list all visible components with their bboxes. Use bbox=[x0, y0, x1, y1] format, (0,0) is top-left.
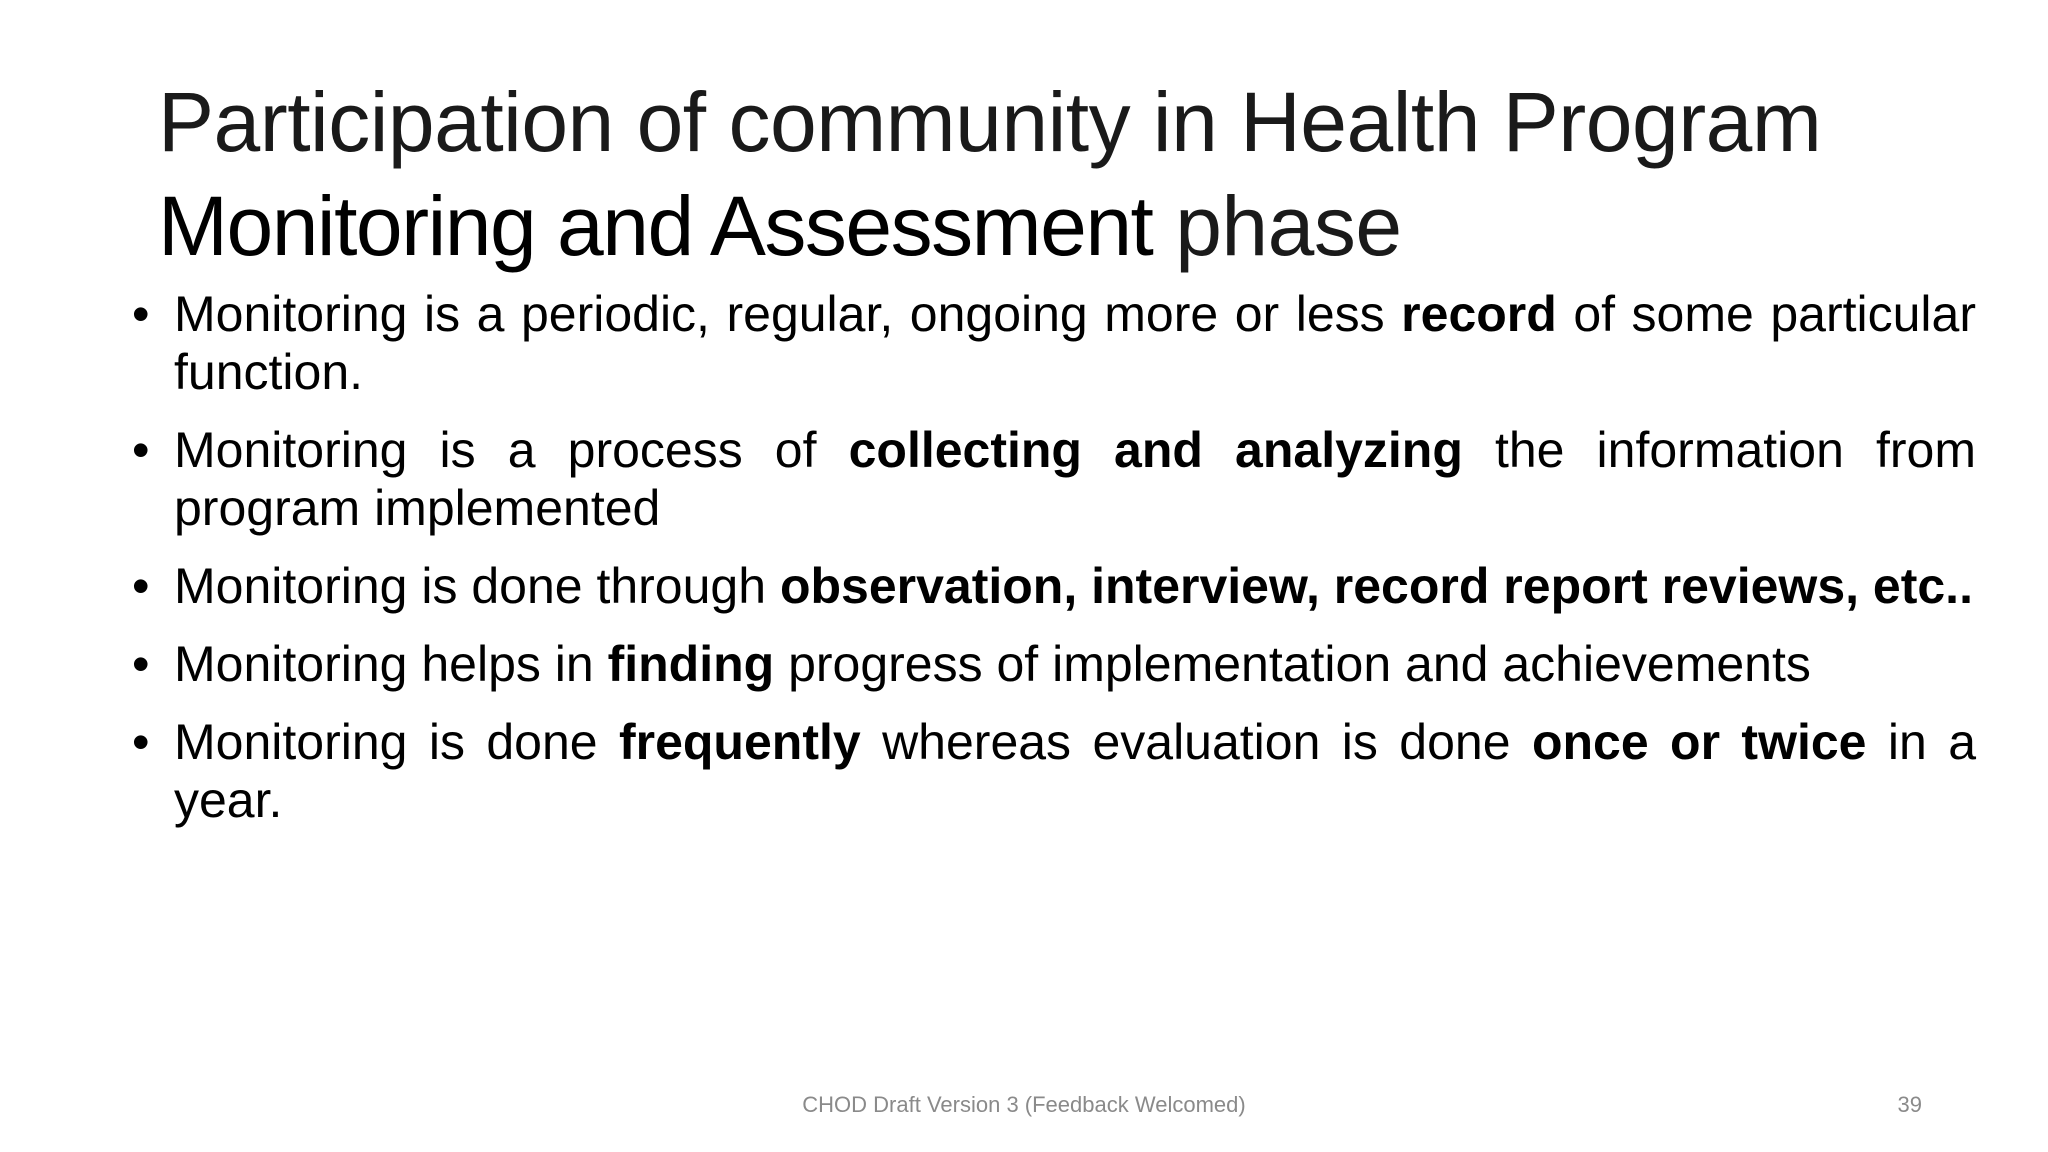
bullet-emphasis: once or twice bbox=[1531, 714, 1867, 770]
bullet-item-4 bbox=[132, 635, 1976, 693]
bullet-emphasis: collecting and analyzing bbox=[848, 422, 1463, 478]
bullet-text: whereas evaluation is done bbox=[860, 714, 1532, 770]
bullet-item-3 bbox=[132, 557, 1976, 615]
bullet-text: Monitoring is done bbox=[174, 714, 619, 770]
bullet-text: Monitoring is a periodic, regular, ongoing more or less bbox=[174, 286, 1402, 342]
title-line-2 bbox=[158, 174, 1958, 278]
bullet-text: Monitoring is a process of bbox=[174, 422, 849, 478]
bullet-text: progress of implementation and achievements bbox=[774, 636, 1811, 692]
bullet-text: of some particular function. bbox=[174, 286, 1976, 400]
bullet-text: Monitoring helps in bbox=[174, 636, 608, 692]
bullet-emphasis: finding bbox=[607, 636, 775, 692]
bullet-text: Monitoring is done through bbox=[174, 558, 780, 614]
title-emphasis: Monitoring and Assessment bbox=[158, 179, 1153, 273]
bullet-text: the information from program implemented bbox=[174, 422, 1976, 536]
bullet-text: in a year. bbox=[174, 714, 1976, 828]
title-suffix: phase bbox=[1152, 179, 1402, 273]
slide-title bbox=[158, 70, 1958, 278]
bullet-emphasis: observation, interview, record report reviews, etc.. bbox=[779, 558, 1973, 614]
bullet-item-5 bbox=[132, 713, 1976, 829]
bullet-emphasis: record bbox=[1401, 286, 1557, 342]
bullet-emphasis: frequently bbox=[618, 714, 861, 770]
footer-text: CHOD Draft Version 3 (Feedback Welcomed) bbox=[802, 1092, 1246, 1117]
title-line-1: Participation of community in Health Program bbox=[158, 75, 1822, 169]
page-number: 39 bbox=[1897, 1092, 1922, 1117]
bullet-item-1 bbox=[132, 285, 1976, 401]
bullet-list bbox=[132, 285, 1976, 849]
bullet-item-2 bbox=[132, 421, 1976, 537]
